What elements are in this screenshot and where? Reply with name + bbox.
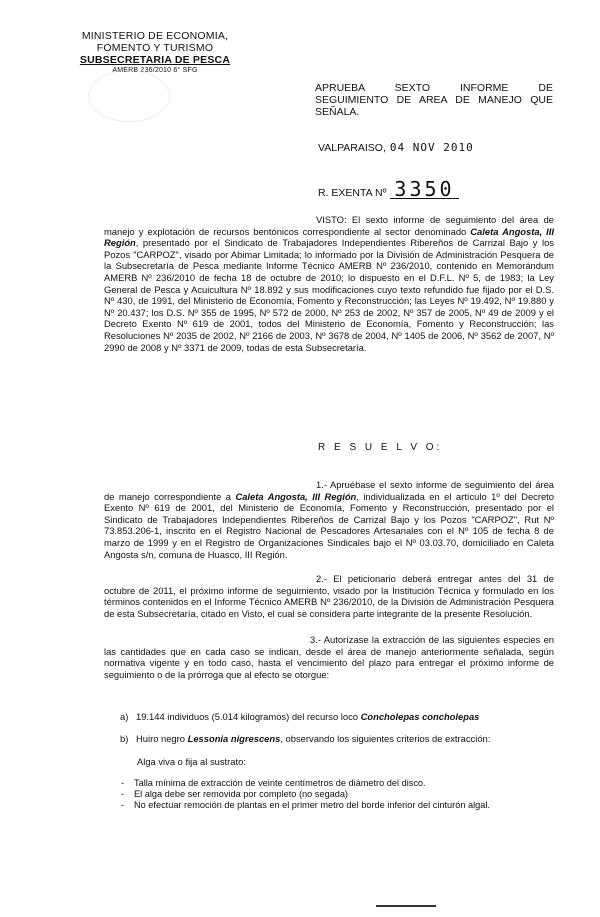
resolution-number	[318, 177, 459, 201]
header-reference: AMERB 236/2010 6° SFG	[112, 67, 198, 74]
list-item: - El alga debe ser removida por completo (no segada)	[121, 789, 541, 800]
title-line-3: SEÑALA.	[315, 106, 360, 118]
visto-text-1: VISTO: El sexto informe de seguimiento del área de manejo y explotación de recursos bentónicos correspondiente al sector denominado	[104, 214, 554, 237]
item-b-mark: b)	[120, 733, 129, 744]
city: VALPARAISO,	[318, 142, 386, 154]
visto-text-2: , presentado por el Sindicato de Trabajadores Independientes Ribereños de Carrizal Bajo y los Pozos "CARPOZ", visado por Abimar Limitada; lo informado por la División de Administración Pesquera de la Subsecretaría de Pesca mediante Informe Técnico AMERB Nº 236/2010, contenido en Memorándum AMERB Nº 236/2010 de fecha 18 de octubre de 2010; lo dispuesto en el D.F.L. Nº 5, de 1983; la Ley General de Pesca y Acuicultura Nº 18.892 y sus modificaciones cuyo texto refundido fue fijado por el D.S. Nº 430, de 1991, del Ministerio de Economía, Fomento y Reconstrucción; las Leyes Nº 19.492, Nº 19.880 y Nº 20.437; los D.S. Nº 355 de 1995, Nº 572 de 2000, Nº 253 de 2002, Nº 357 de 2005, Nº 49 de 2009 y el Decreto Exento Nº 619 de 2001, todos del Ministerio de Economía, Fomento y Reconstrucción; las Resoluciones Nº 2035 de 2002, Nº 2166 de 2003, Nº 3678 de 2004, Nº 1405 de 2006, Nº 3562 de 2007, Nº 2990 de 2008 y Nº 3371 de 2009, todas de esta Subsecretaría.	[104, 237, 554, 353]
r1-text-1: 1.- Apruébase el sexto informe de seguimiento del área de manejo correspondiente a	[104, 479, 554, 502]
visto-paragraph	[104, 214, 554, 353]
r1-place: Caleta Angosta, III Región	[235, 490, 357, 502]
ministry-name: MINISTERIO DE ECONOMIA,	[81, 30, 229, 42]
item-b	[120, 733, 554, 745]
resuelvo-heading: R E S U E L V O:	[318, 442, 443, 453]
list-item: - Talla mínima de extracción de veinte centímetros de diámetro del disco.	[121, 778, 541, 789]
item-b-species: Lessonia nigrescens	[187, 733, 281, 744]
r1-text-2: , individualizada en el artículo 1º del Decreto Exento Nº 619 de 2001, del Ministerio de Economía, Fomento y Reconstrucción, presentado por el Sindicato de Trabajadores Independientes Ribereños de Carrizal Bajo y los Pozos "CARPOZ", Rut Nº 73.853.206-1, inscrito en el Registro Nacional de Pescadores Artesanales con el Nº 105 de fecha 8 de marzo de 1999 y en el Registro de Organizaciones Sindicales bajo el Nº 03.03.70, domiciliado en Caleta Angosta s/n, comuna de Huasco, III Región.	[104, 490, 554, 560]
title-line-2: SEGUIMIENTO DE AREA DE MANEJO QUE	[315, 94, 553, 106]
place-date	[318, 141, 474, 154]
list-item: - No efectuar remoción de plantas en el primer metro del borde inferior del cinturón algal.	[121, 800, 541, 811]
resolution-article-2: 2.- El peticionario deberá entregar antes del 31 de octubre de 2011, el próximo informe de seguimiento, visado por la Institución Técnica y formulado en los términos contenidos en el Informe Técnico AMERB Nº 236/2010, de la División de Administración Pesquera de esta Subsecretaría, citado en Visto, el cual se considera parte integrante de la presente Resolución.	[104, 573, 554, 619]
title-line-1: APRUEBA SEXTO INFORME DE	[315, 82, 553, 94]
resolution-label: R. EXENTA Nº	[318, 187, 387, 199]
subsecretaria-name: SUBSECRETARIA DE PESCA	[79, 54, 231, 66]
item-b-text-2: , observando los siguientes criterios de extracción:	[280, 733, 491, 744]
visto-place: Caleta Angosta, III Región	[104, 225, 554, 249]
item-a-mark: a)	[120, 711, 129, 722]
document-title	[315, 82, 553, 118]
alga-subheading: Alga viva o fija al sustrato:	[137, 756, 246, 767]
resolution-article-1	[104, 479, 554, 560]
resolution-article-3: 3.- Autorízase la extracción de las siguientes especies en las cantidades que en cada caso se indican, desde el área de manejo anteriormente señalada, según normativa vigente y en todo caso, hasta el vencimiento del plazo para entregar el próximo informe de seguimiento o de la prórroga que al efecto se otorgue:	[104, 634, 554, 680]
official-seal-stamp	[88, 70, 170, 122]
extraction-criteria-list	[121, 778, 541, 811]
page-cutoff-mark	[376, 905, 436, 910]
resolution-number-value: 3350	[390, 180, 458, 199]
item-a	[120, 711, 554, 723]
item-a-species: Concholepas concholepas	[360, 711, 480, 722]
date-stamp: 04 NOV 2010	[389, 141, 474, 154]
item-a-text: 19.144 individuos (5.014 kilogramos) del recurso loco	[136, 711, 361, 722]
ministry-name-2: FOMENTO Y TURISMO	[96, 42, 214, 54]
letterhead	[60, 30, 250, 75]
item-b-text-1: Huiro negro	[136, 733, 188, 744]
